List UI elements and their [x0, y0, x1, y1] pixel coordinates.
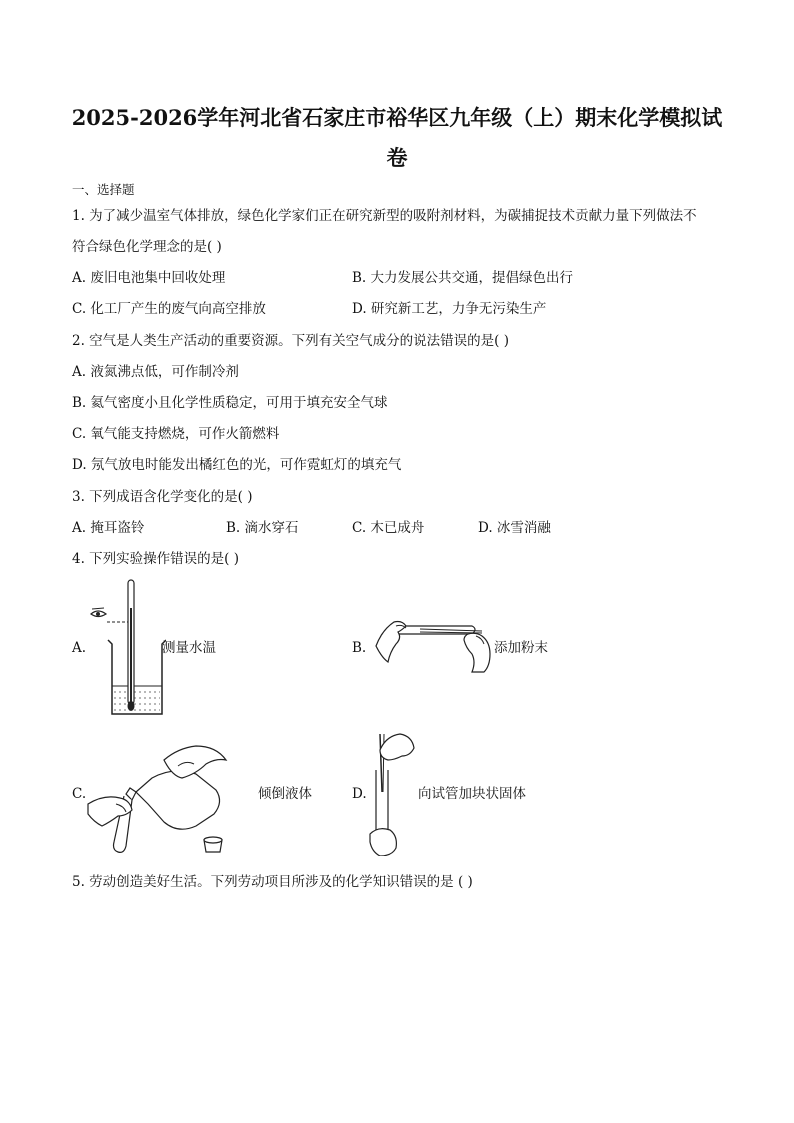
q1-option-b: B. 大力发展公共交通，提倡绿色出行	[352, 270, 574, 286]
block-solid-test-tube-figure	[366, 730, 418, 856]
document-title-line1: 2025-2026学年河北省石家庄市裕华区九年级（上）期末化学模拟试	[71, 105, 723, 130]
q4-option-a-caption: 测量水温	[162, 640, 216, 656]
section-heading: 一、选择题	[72, 182, 135, 197]
thermometer-beaker-figure	[86, 578, 166, 720]
q4-option-d-caption: 向试管加块状固体	[418, 786, 526, 802]
q1-stem-line2: 符合绿色化学理念的是( )	[72, 239, 222, 255]
q1-option-d: D. 研究新工艺，力争无污染生产	[352, 301, 547, 317]
q3-option-b: B. 滴水穿石	[226, 520, 299, 536]
q2-option-c: C. 氧气能支持燃烧，可作火箭燃料	[72, 426, 280, 442]
q2-stem: 2. 空气是人类生产活动的重要资源。下列有关空气成分的说法错误的是( )	[72, 333, 509, 349]
q4-option-d-letter: D.	[352, 786, 367, 802]
q1-option-a: A. 废旧电池集中回收处理	[72, 270, 226, 286]
q2-option-a: A. 液氮沸点低，可作制冷剂	[72, 364, 239, 380]
q4-option-c-caption: 倾倒液体	[258, 786, 312, 802]
q1-stem-line1: 1. 为了减少温室气体排放，绿色化学家们正在研究新型的吸附剂材料，为碳捕捉技术贡献力量下列做法不	[72, 208, 697, 224]
pouring-liquid-figure	[86, 730, 232, 856]
q4-option-b-letter: B.	[352, 640, 367, 656]
q4-option-b-caption: 添加粉末	[494, 640, 548, 656]
q3-stem: 3. 下列成语含化学变化的是( )	[72, 489, 253, 505]
q4-option-c-letter: C.	[72, 786, 87, 802]
q3-option-a: A. 掩耳盗铃	[72, 520, 145, 536]
q4-option-a-letter: A.	[72, 640, 87, 656]
q2-option-b: B. 氦气密度小且化学性质稳定，可用于填充安全气球	[72, 395, 388, 411]
document-title-line2: 卷	[386, 145, 408, 170]
q3-option-c: C. 木已成舟	[352, 520, 425, 536]
q3-option-d: D. 冰雪消融	[478, 520, 551, 536]
q4-stem: 4. 下列实验操作错误的是( )	[72, 551, 239, 567]
powder-test-tube-figure	[372, 612, 496, 674]
q1-option-c: C. 化工厂产生的废气向高空排放	[72, 301, 266, 317]
q5-stem: 5. 劳动创造美好生活。下列劳动项目所涉及的化学知识错误的是 ( )	[72, 874, 473, 890]
q2-option-d: D. 氖气放电时能发出橘红色的光，可作霓虹灯的填充气	[72, 457, 402, 473]
